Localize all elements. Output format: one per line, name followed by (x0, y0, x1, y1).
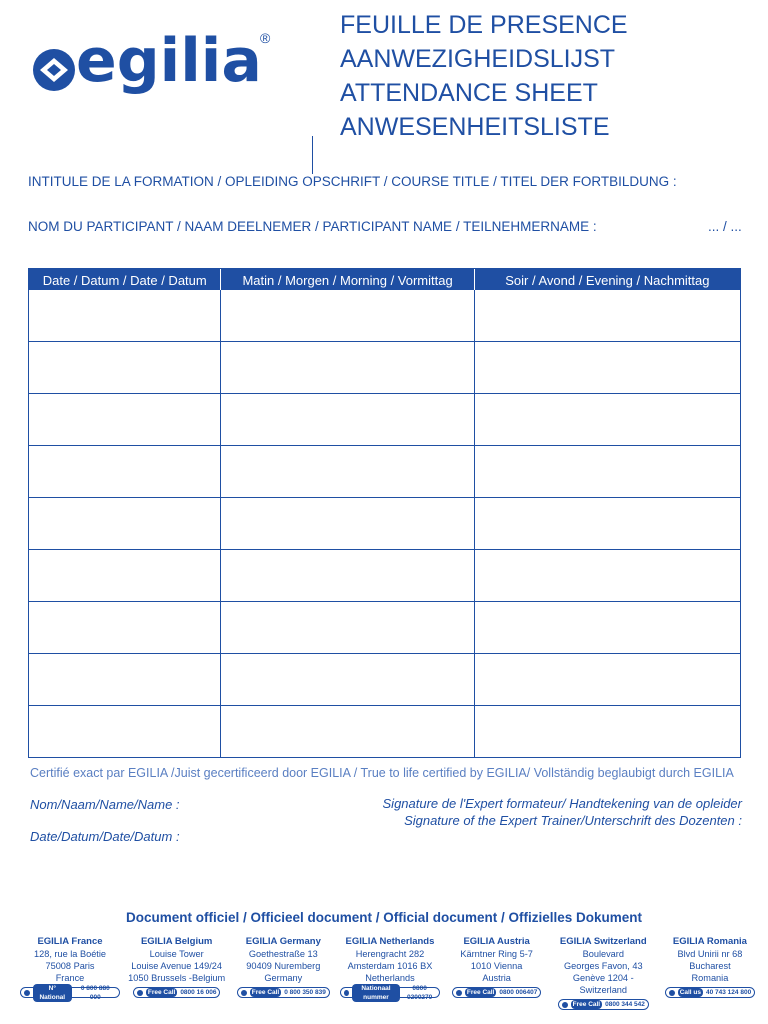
attendance-table (28, 268, 741, 758)
office-netherlands (340, 936, 440, 1011)
evening-cell[interactable] (475, 446, 740, 497)
office-address-line: Genève 1204 - Switzerland (572, 973, 634, 995)
table-header (29, 269, 740, 290)
office-address-line: 128, rue la Boétie (33, 949, 107, 959)
evening-cell[interactable] (475, 342, 740, 393)
phone-number: 0 800 350 839 (284, 989, 326, 996)
date-cell[interactable] (29, 706, 221, 758)
office-address-line: Kärntner Ring 5-7 (460, 949, 533, 959)
header-morning: Matin / Morgen / Morning / Vormittag (221, 269, 474, 290)
office-switzerland (553, 936, 653, 1011)
official-document-banner: Document officiel / Officieel document / Official document / Offizielles Dokument (125, 910, 643, 925)
morning-cell[interactable] (221, 342, 474, 393)
phone-number: 40 743 124 800 (706, 989, 752, 996)
phone-number: 0800 0200270 (406, 984, 433, 1001)
date-cell[interactable] (29, 654, 221, 705)
phone-number: 0800 344 542 (605, 1001, 645, 1008)
date-cell[interactable] (29, 290, 221, 341)
morning-cell[interactable] (221, 394, 474, 445)
office-address-line: Louise Tower (149, 949, 204, 959)
participant-name-label: NOM DU PARTICIPANT / NAAM DEELNEMER / PARTICIPANT NAME / TEILNEHMERNAME : (28, 219, 597, 234)
date-cell[interactable] (29, 602, 221, 653)
title-french: FEUILLE DE PRESENCE (340, 11, 628, 39)
phone-number: 0800 006407 (499, 989, 538, 996)
date-cell[interactable] (29, 342, 221, 393)
office-name: EGILIA Germany (245, 936, 321, 947)
morning-cell[interactable] (221, 550, 474, 601)
morning-cell[interactable] (221, 654, 474, 705)
office-address-line: 1050 Brussels -Belgium (128, 973, 226, 983)
title-english: ATTENDANCE SHEET (340, 79, 598, 107)
registered-mark: ® (260, 30, 271, 46)
date-cell[interactable] (29, 550, 221, 601)
morning-cell[interactable] (221, 498, 474, 549)
egilia-logo-wordmark: egilia (76, 26, 262, 96)
phone-arrow-icon (344, 990, 349, 996)
phone-arrow-icon (241, 990, 247, 996)
office-address-line: 1010 Vienna (470, 961, 523, 971)
table-row (29, 550, 740, 602)
table-row (29, 654, 740, 706)
office-address-line: 75008 Paris (45, 961, 95, 971)
office-austria (447, 936, 547, 1011)
certification-statement: Certifié exact par EGILIA /Juist gecertificeerd door EGILIA / True to life certified by EGILIA/ Vollständig beglaubigt durch EGILIA (30, 766, 734, 780)
signatory-date-label: Date/Datum/Date/Datum : (30, 829, 180, 844)
phone-label: Free Call (251, 989, 280, 996)
office-phone-badge[interactable] (133, 987, 221, 998)
date-cell[interactable] (29, 498, 221, 549)
office-name: EGILIA Belgium (140, 936, 213, 947)
phone-label: Call us (679, 989, 701, 996)
table-row (29, 446, 740, 498)
office-address-line: Romania (691, 973, 729, 983)
office-romania (660, 936, 760, 1011)
table-body (29, 290, 740, 758)
expert-signature-label-line1: Signature de l'Expert formateur/ Handtekening van de opleider (382, 796, 742, 811)
office-name: EGILIA France (37, 936, 103, 947)
phone-number: 0800 16 006 (180, 989, 217, 996)
phone-label: Free Call (466, 989, 495, 996)
phone-arrow-icon (456, 990, 462, 996)
office-phone-badge[interactable] (20, 984, 120, 1001)
phone-arrow-icon (669, 990, 675, 996)
office-address-line: Netherlands (365, 973, 415, 983)
phone-label: N° National (33, 984, 72, 1002)
office-address-line: Germany (264, 973, 303, 983)
table-row (29, 706, 740, 758)
header-evening: Soir / Avond / Evening / Nachmittag (505, 273, 710, 288)
date-cell[interactable] (29, 446, 221, 497)
phone-arrow-icon (562, 1002, 568, 1008)
morning-cell[interactable] (221, 602, 474, 653)
evening-cell[interactable] (475, 550, 740, 601)
egilia-logo (28, 26, 278, 110)
table-row (29, 290, 740, 342)
table-row (29, 498, 740, 550)
office-address-line: Austria (482, 973, 511, 983)
office-address-line: France (55, 973, 85, 983)
office-address-line: Louise Avenue 149/24 (131, 961, 223, 971)
phone-label: Free Call (147, 989, 176, 996)
phone-label: Free Call (572, 1001, 601, 1008)
expert-signature-label-line2: Signature of the Expert Trainer/Unterschrift des Dozenten : (404, 813, 742, 828)
office-phone-badge[interactable] (452, 987, 541, 998)
office-address-line: Amsterdam 1016 BX (347, 961, 433, 971)
table-row (29, 394, 740, 446)
evening-cell[interactable] (475, 706, 740, 758)
title-german: ANWESENHEITSLISTE (340, 113, 610, 141)
office-list (20, 936, 760, 1011)
office-address-line: Bucharest (689, 961, 731, 971)
office-address-line: Goethestraße 13 (248, 949, 318, 959)
morning-cell[interactable] (221, 290, 474, 341)
evening-cell[interactable] (475, 290, 740, 341)
course-title-label: INTITULE DE LA FORMATION / OPLEIDING OPSCHRIFT / COURSE TITLE / TITEL DER FORTBILDUNG : (28, 174, 677, 189)
phone-label: Nationaal nummer (352, 984, 401, 1002)
morning-cell[interactable] (221, 446, 474, 497)
office-address-line: Blvd Unirii nr 68 (677, 949, 743, 959)
date-cell[interactable] (29, 394, 221, 445)
title-dutch: AANWEZIGHEIDSLIJST (340, 45, 616, 73)
header-date: Date / Datum / Date / Datum (29, 269, 221, 290)
office-name: EGILIA Austria (463, 936, 530, 947)
office-address-line: 90409 Nuremberg (246, 961, 321, 971)
office-address-line: Georges Favon, 43 (563, 961, 643, 971)
phone-number: 0 800 880 000 (80, 984, 110, 1001)
table-row (29, 602, 740, 654)
office-address-line: Herengracht 282 (355, 949, 425, 959)
office-france (20, 936, 120, 1011)
morning-cell[interactable] (221, 706, 474, 758)
table-row (29, 342, 740, 394)
office-name: EGILIA Netherlands (345, 936, 435, 947)
signatory-name-label: Nom/Naam/Name/Name : (30, 797, 180, 812)
office-phone-badge[interactable] (340, 984, 440, 1001)
pen-mark (312, 136, 313, 174)
office-phone-badge[interactable] (558, 999, 649, 1010)
office-phone-badge[interactable] (237, 987, 330, 998)
egilia-logo-mark-icon (28, 42, 80, 94)
office-address-line: Boulevard (582, 949, 624, 959)
office-phone-badge[interactable] (665, 987, 756, 998)
office-name: EGILIA Romania (672, 936, 747, 947)
evening-cell[interactable] (475, 498, 740, 549)
evening-cell[interactable] (475, 654, 740, 705)
office-germany (233, 936, 333, 1011)
phone-arrow-icon (24, 990, 30, 996)
phone-arrow-icon (137, 990, 143, 996)
office-belgium (127, 936, 227, 1011)
date-placeholder: ... / ... (708, 219, 742, 234)
evening-cell[interactable] (475, 394, 740, 445)
evening-cell[interactable] (475, 602, 740, 653)
office-name: EGILIA Switzerland (559, 936, 647, 947)
sheet-title-block (340, 8, 760, 144)
